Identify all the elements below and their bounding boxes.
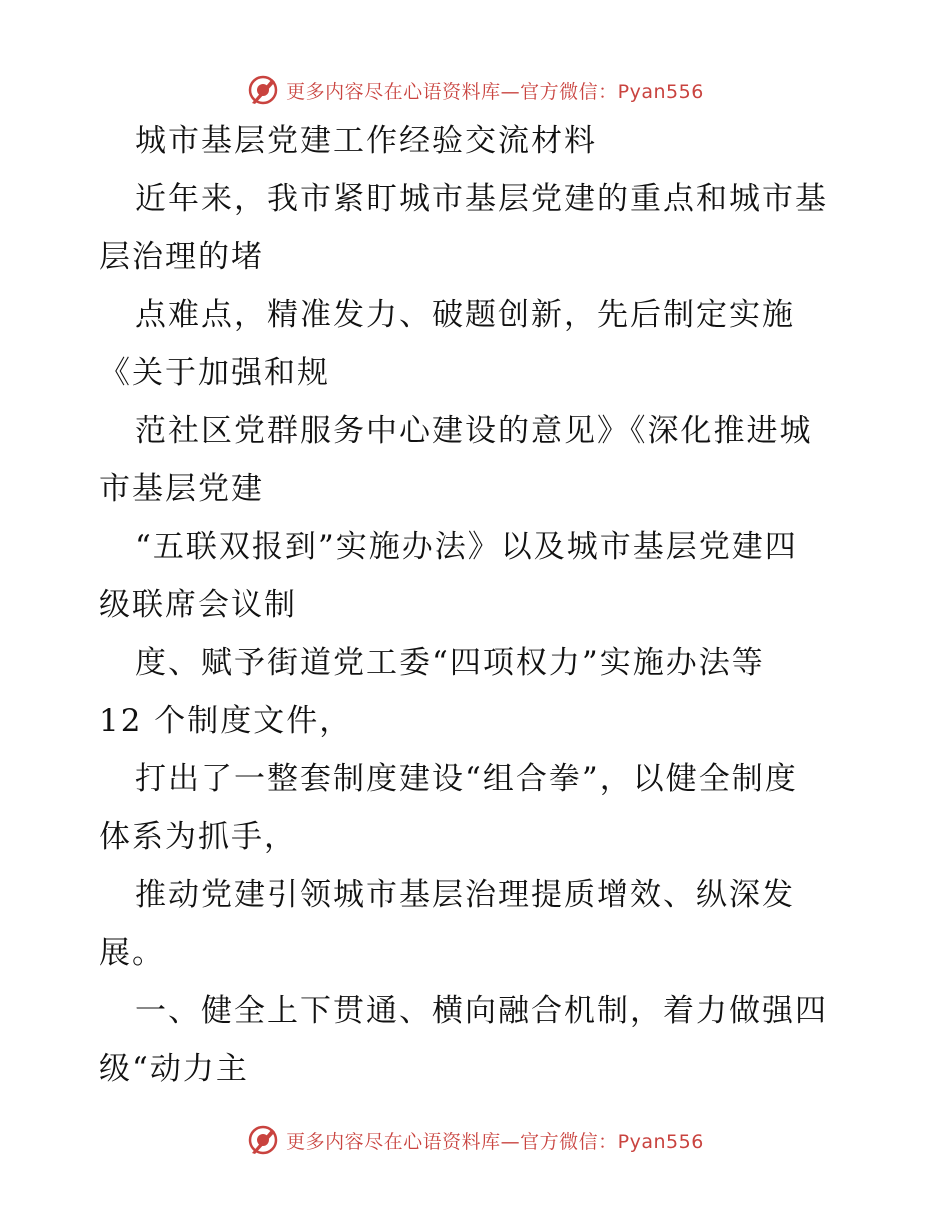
footer-banner-text: 更多内容尽在心语资料库—官方微信：Pyan556 bbox=[286, 1130, 704, 1153]
document-line: 级联席会议制 bbox=[99, 587, 297, 623]
quill-circle-icon bbox=[246, 1123, 280, 1157]
document-line: 展。 bbox=[99, 935, 165, 971]
document-line: 度、赋予街道党工委“四项权力”实施办法等 bbox=[135, 645, 765, 681]
footer-banner bbox=[0, 1120, 950, 1160]
document-line: 点难点，精准发力、破题创新，先后制定实施 bbox=[135, 297, 795, 333]
document-line: 近年来，我市紧盯城市基层党建的重点和城市基 bbox=[135, 181, 828, 217]
document-line: 级“动力主 bbox=[99, 1051, 249, 1087]
document-line: 体系为抓手， bbox=[99, 819, 297, 855]
header-banner-text: 更多内容尽在心语资料库—官方微信：Pyan556 bbox=[286, 80, 704, 103]
document-line: 市基层党建 bbox=[99, 471, 264, 507]
header-banner-inner bbox=[246, 73, 704, 107]
document-line: 打出了一整套制度建设“组合拳”，以健全制度 bbox=[135, 761, 798, 797]
document-title: 城市基层党建工作经验交流材料 bbox=[135, 123, 597, 159]
quill-circle-icon bbox=[246, 73, 280, 107]
footer-banner-inner bbox=[246, 1123, 704, 1157]
document-line: 《关于加强和规 bbox=[99, 355, 330, 391]
document-line: 一、健全上下贯通、横向融合机制，着力做强四 bbox=[135, 993, 828, 1029]
header-banner bbox=[0, 70, 950, 110]
document-line: 12 个制度文件， bbox=[99, 703, 353, 739]
document-line: 层治理的堵 bbox=[99, 239, 264, 275]
document-line: 推动党建引领城市基层治理提质增效、纵深发 bbox=[135, 877, 795, 913]
document-line: “五联双报到”实施办法》以及城市基层党建四 bbox=[135, 529, 798, 565]
document-line: 范社区党群服务中心建设的意见》《深化推进城 bbox=[135, 413, 813, 449]
document-body bbox=[99, 122, 859, 1088]
